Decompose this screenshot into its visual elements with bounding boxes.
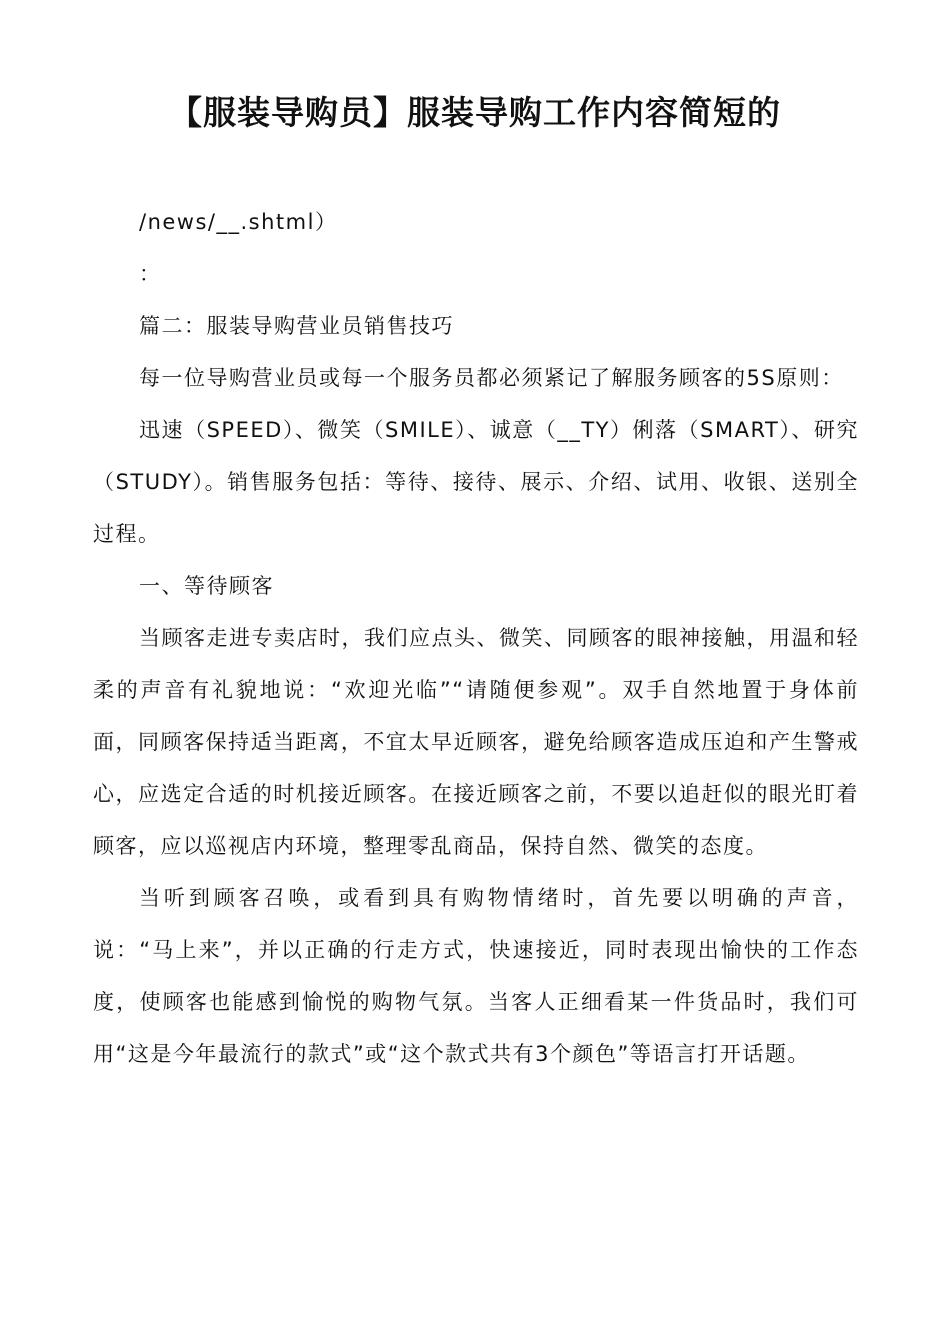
paragraph-5s-principle: 每一位导购营业员或每一个服务员都必须紧记了解服务顾客的5S原则：	[139, 366, 844, 390]
document-title: 【服装导购员】服装导购工作内容简短的	[169, 93, 781, 132]
paragraph-5s-list: 迅速（SPEED）、微笑（SMILE）、诚意（__TY）俐落（SMART）、研究（STUDY）。销售服务包括：等待、接待、展示、介绍、试用、收银、送别全过程。	[93, 418, 859, 546]
document-body	[93, 196, 859, 1080]
section-heading-part-two: 篇二：服装导购营业员销售技巧	[139, 314, 454, 338]
paragraph-colon: ：	[139, 262, 162, 286]
paragraph-url: /news/__.shtml）	[139, 210, 338, 234]
paragraph-customer-call: 当听到顾客召唤，或看到具有购物情绪时，首先要以明确的声音，说：“马上来”，并以正确的行走方式，快速接近，同时表现出愉快的工作态度，使顾客也能感到愉悦的购物气氛。当客人正细看某一件货品时，我们可用“这是今年最流行的款式”或“这个款式共有3个颜色”等语言打开话题。	[93, 886, 859, 1066]
section-heading-waiting: 一、等待顾客	[139, 574, 274, 598]
paragraph-waiting-customer: 当顾客走进专卖店时，我们应点头、微笑、同顾客的眼神接触，用温和轻柔的声音有礼貌地说：“欢迎光临”“请随便参观”。双手自然地置于身体前面，同顾客保持适当距离，不宜太早近顾客，避免给顾客造成压迫和产生警戒心，应选定合适的时机接近顾客。在接近顾客之前，不要以追赶似的眼光盯着顾客，应以巡视店内环境，整理零乱商品，保持自然、微笑的态度。	[93, 626, 859, 858]
